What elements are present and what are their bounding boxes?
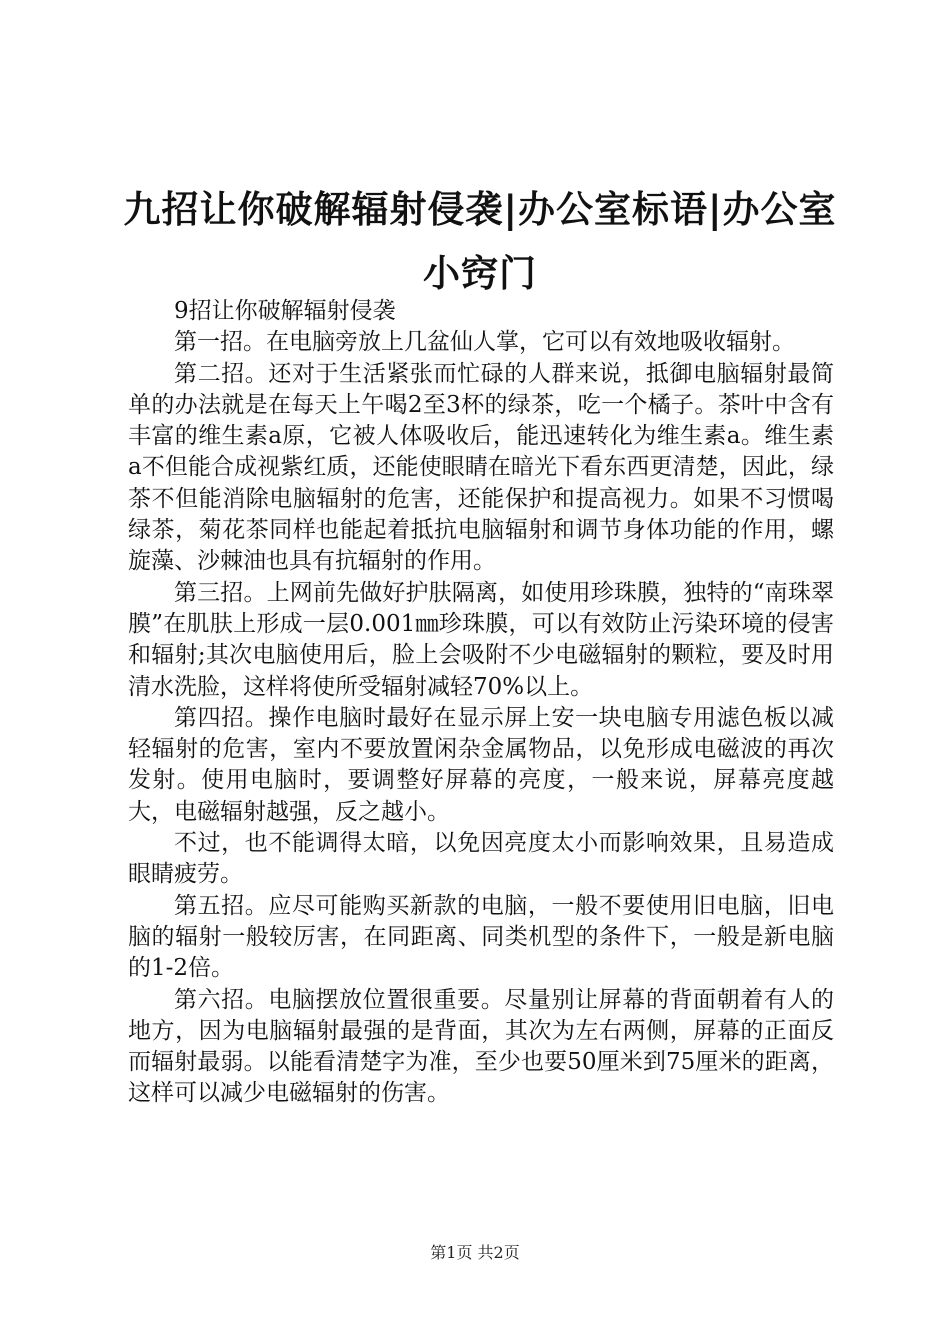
paragraph-tip-5: 第五招。应尽可能购买新款的电脑，一般不要使用旧电脑，旧电脑的辐射一般较厉害，在同距离、同类机型的条件下，一般是新电脑的1-2倍。 [128,892,834,982]
subtitle-paragraph: 9招让你破解辐射侵袭 [174,298,396,324]
document-body [128,296,834,1110]
paragraph-tip-2: 第二招。还对于生活紧张而忙碌的人群来说，抵御电脑辐射最简单的办法就是在每天上午喝2至3杯的绿茶，吃一个橘子。茶叶中含有丰富的维生素a原，它被人体吸收后，能迅速转化为维生素a。维生素a不但能合成视紫红质，还能使眼睛在暗光下看东西更清楚，因此，绿茶不但能消除电脑辐射的危害，还能保护和提高视力。如果不习惯喝绿茶，菊花茶同样也能起着抵抗电脑辐射和调节身体功能的作用，螺旋藻、沙棘油也具有抗辐射的作用。 [128,360,834,575]
page-footer: 第1页 共2页 [430,1243,520,1262]
paragraph-tip-3: 第三招。上网前先做好护肤隔离，如使用珍珠膜，独特的“南珠翠膜”在肌肤上形成一层0.001㎜珍珠膜，可以有效防止污染环境的侵害和辐射;其次电脑使用后，脸上会吸附不少电磁辐射的颗粒，要及时用清水洗脸，这样将使所受辐射减轻70%以上。 [128,579,834,700]
document-title: 九招让你破解辐射侵袭|办公室标语|办公室小窍门 [123,188,837,295]
paragraph-tip-1: 第一招。在电脑旁放上几盆仙人掌，它可以有效地吸收辐射。 [174,329,795,356]
paragraph-tip-4-continued: 不过，也不能调得太暗，以免因亮度太小而影响效果，且易造成眼睛疲劳。 [128,830,834,888]
paragraph-tip-6: 第六招。电脑摆放位置很重要。尽量别让屏幕的背面朝着有人的地方，因为电脑辐射最强的是背面，其次为左右两侧，屏幕的正面反而辐射最弱。以能看清楚字为准，至少也要50厘米到75厘米的距离，这样可以减少电磁辐射的伤害。 [128,986,834,1107]
paragraph-tip-4: 第四招。操作电脑时最好在显示屏上安一块电脑专用滤色板以减轻辐射的危害，室内不要放置闲杂金属物品，以免形成电磁波的再次发射。使用电脑时，要调整好屏幕的亮度，一般来说，屏幕亮度越大，电磁辐射越强，反之越小。 [128,704,834,825]
